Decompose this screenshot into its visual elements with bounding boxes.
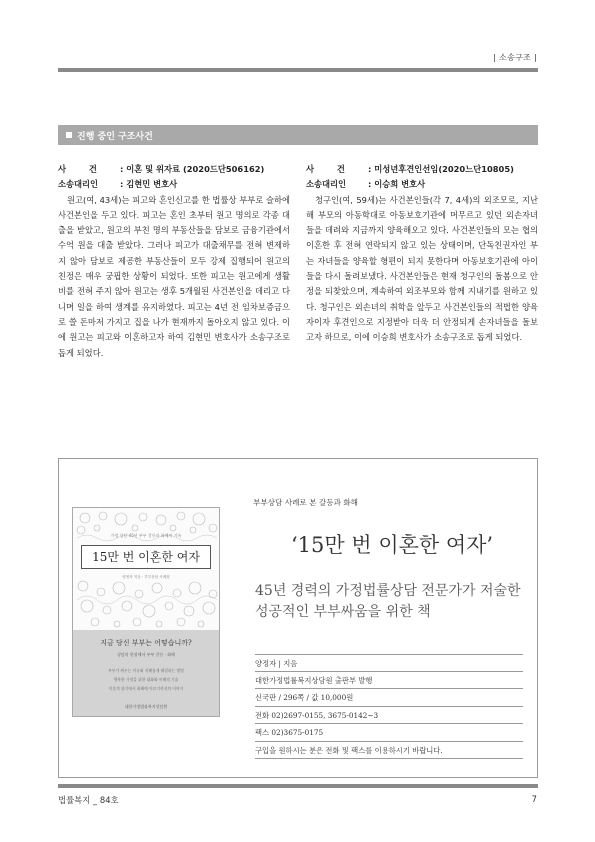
book-subtitle-line: 성공적인 부부싸움을 위한 책 [255, 604, 431, 620]
cover-band [73, 630, 219, 717]
cover-band-subtext: 상담의 현장에서 부부 갈등 · 화해 [117, 652, 175, 657]
bottom-rule [58, 784, 538, 788]
case-label: 사 건 [306, 164, 355, 174]
case-label: 사 건 [58, 164, 107, 174]
book-info-row: 신국판 / 296쪽 / 값 10,000원 [255, 689, 523, 707]
agent-line [58, 177, 290, 192]
section-title-text: 진행 중인 구조사건 [77, 132, 153, 142]
case-left [58, 162, 290, 361]
book-cover [72, 507, 220, 717]
case-value: : 이혼 및 위자료 (2020드단506162) [120, 164, 265, 174]
book-info-row: 팩스 02)3675-0175 [255, 724, 523, 742]
book-info-row: 대한가정법률복지상담원 출판부 발행 [255, 672, 523, 690]
book-info-table [255, 654, 523, 759]
book-info-row: 구입을 원하시는 분은 전화 및 팩스를 이용하시기 바랍니다. [255, 742, 523, 760]
case-body: 원고(여, 43세)는 피고와 혼인신고를 한 법률상 부부로 슬하에 사건본인을 두고 있다. 피고는 혼인 초부터 원고 명의로 각종 대출을 받았고, 원고의 부친 명의 부동산들을 담보로 금융기관에서 수억 원을 대출 받았다. 그러나 피고가 대출채무를 전혀 변제하지 않아 담보로 제공한 부동산들이 모두 강제 집행되어 원고의 친정은 매우 궁핍한 상황이 되었다. 또한 피고는 원고에게 생활비를 전혀 주지 않아 원고는 생후 5개월된 사건본인을 데리고 다니며 일을 하여 생계를 유지하였다. 피고는 4년 전 임차보증금으로 쓸 돈마저 가지고 집을 나가 현재까지 돌아오지 않고 있다. 이에 원고는 피고와 이혼하고자 하여 김현민 변호사가 소송구조로 돕게 되었다. [58, 194, 290, 358]
book-title: ‘15만 번 이혼한 여자’ [291, 533, 494, 557]
agent-value: : 김현민 변호사 [120, 179, 178, 190]
case-right [306, 162, 538, 346]
cover-band-line: 행복한 가정을 위한 대화와 이해의 기술 [113, 677, 179, 682]
agent-line [306, 177, 538, 192]
agent-label: 소송대리인 [58, 179, 99, 190]
case-value: : 미성년후견인선임(2020느단10805) [368, 164, 514, 174]
cover-pattern [73, 508, 220, 630]
ad-kicker: 부부상담 사례로 본 갈등과 화해 [253, 498, 359, 507]
book-info-row: 전화 02)2697-0155, 3675-0142~3 [255, 707, 523, 725]
section-tag: | 소송구조 | [493, 53, 537, 62]
publication-footer: 법률복지 _ 84호 [58, 795, 119, 805]
cover-band-line: 부부가 싸우는 이유와 지혜롭게 해결하는 방법 [108, 668, 184, 673]
cover-small-text: 양정자 지음 · 부부상담 사례집 [122, 575, 170, 579]
section-title [66, 129, 153, 142]
agent-value: : 이승희 변호사 [368, 179, 426, 190]
book-subtitle-line: 45년 경력의 가정법률상담 전문가가 저술한 [255, 583, 521, 599]
book-advertisement [58, 458, 538, 778]
square-bullet-icon [66, 132, 72, 138]
case-line [306, 162, 538, 177]
top-rule [58, 68, 538, 72]
cover-question: 지금 당신 부부는 어떻습니까? [100, 639, 192, 647]
cover-top-text: 가정 상담 45년 부부 갈등과 화해의 기록 [110, 533, 182, 538]
book-subtitle [255, 581, 521, 623]
cover-title: 15만 번 이혼한 여자 [81, 545, 211, 569]
cover-publisher: 대한가정법률복지상담원 [124, 704, 168, 709]
agent-label: 소송대리인 [306, 179, 347, 190]
case-line [58, 162, 290, 177]
cover-band-line: 이혼의 위기에서 화해에 이르기까지의 이야기 [108, 686, 184, 691]
page-number: 7 [531, 794, 537, 804]
book-info-row: 양정자 | 지음 [255, 654, 523, 672]
case-body: 청구인(여, 59세)는 사건본인들(각 7, 4세)의 외조모로, 지난해 부모의 아동학대로 아동보호기관에 머무르고 있던 외손자녀들을 데려와 지금까지 양육해오고 있다. 사건본인들의 모는 협의이혼한 후 전혀 연락되지 않고 있는 상태이며, 단독친권자인 부는 자녀들을 양육할 형편이 되지 못한다며 아동보호기관에 아이들을 다시 돌려보냈다. 사건본인들은 현재 청구인의 돌봄으로 안정을 되찾았으며, 계속하여 외조부모와 함께 지내기를 원하고 있다. 청구인은 외손녀의 취학을 앞두고 사건본인들의 적법한 양육자이자 후견인으로 지정받아 더욱 더 안정되게 손자녀들을 돌보고자 하므로, 이에 이승희 변호사가 소송구조로 돕게 되었다. [306, 194, 538, 343]
section-header [58, 125, 538, 145]
